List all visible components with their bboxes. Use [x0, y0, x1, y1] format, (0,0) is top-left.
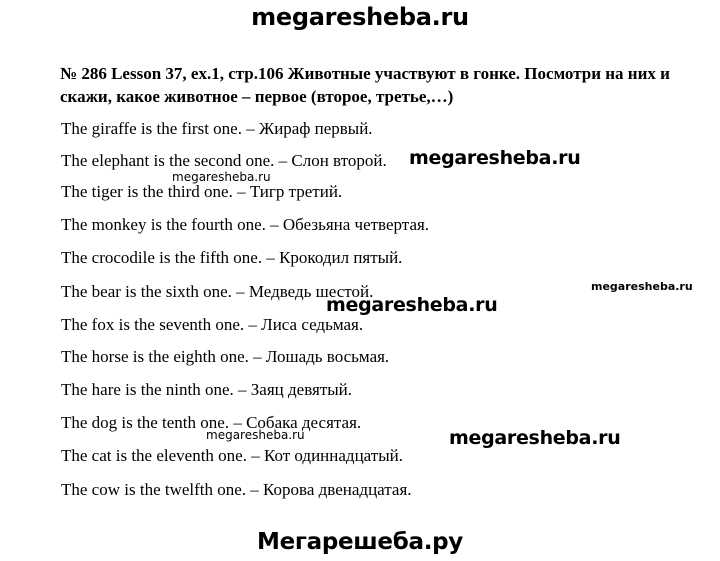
answer-line: The cat is the eleventh one. – Кот одиннадцатый.	[61, 446, 403, 465]
watermark: megaresheba.ru	[449, 427, 621, 449]
watermark: megaresheba.ru	[591, 280, 693, 293]
answer-line: The fox is the seventh one. – Лиса седьмая.	[61, 315, 364, 334]
answer-line: The tiger is the third one. – Тигр третий.	[61, 182, 343, 201]
watermark: megaresheba.ru	[409, 147, 581, 169]
answer-line: The horse is the eighth one. – Лошадь восьмая.	[61, 347, 390, 366]
answer-line: The crocodile is the fifth one. – Крокодил пятый.	[61, 248, 403, 267]
answer-line: The hare is the ninth one. – Заяц девятый.	[61, 380, 353, 399]
watermark: megaresheba.ru	[172, 170, 271, 184]
answer-line: The elephant is the second one. – Слон второй.	[61, 151, 387, 170]
watermark: megaresheba.ru	[326, 294, 498, 316]
site-header-title: megaresheba.ru	[251, 3, 469, 31]
answer-line: The giraffe is the first one. – Жираф первый.	[61, 119, 373, 138]
site-footer-title: Мегарешеба.ру	[257, 529, 463, 555]
watermark: megaresheba.ru	[206, 428, 305, 442]
answer-line: The dog is the tenth one. – Собака десятая.	[61, 413, 362, 432]
answer-line: The monkey is the fourth one. – Обезьяна четвертая.	[61, 215, 430, 234]
task-heading: № 286 Lesson 37, ex.1, стр.106 Животные участвуют в гонке. Посмотри на них и скажи, какое животное – первое (второе, третье,…)	[60, 64, 670, 106]
answer-line: The cow is the twelfth one. – Корова двенадцатая.	[61, 480, 412, 499]
answer-line: The bear is the sixth one. – Медведь шестой.	[61, 282, 374, 301]
